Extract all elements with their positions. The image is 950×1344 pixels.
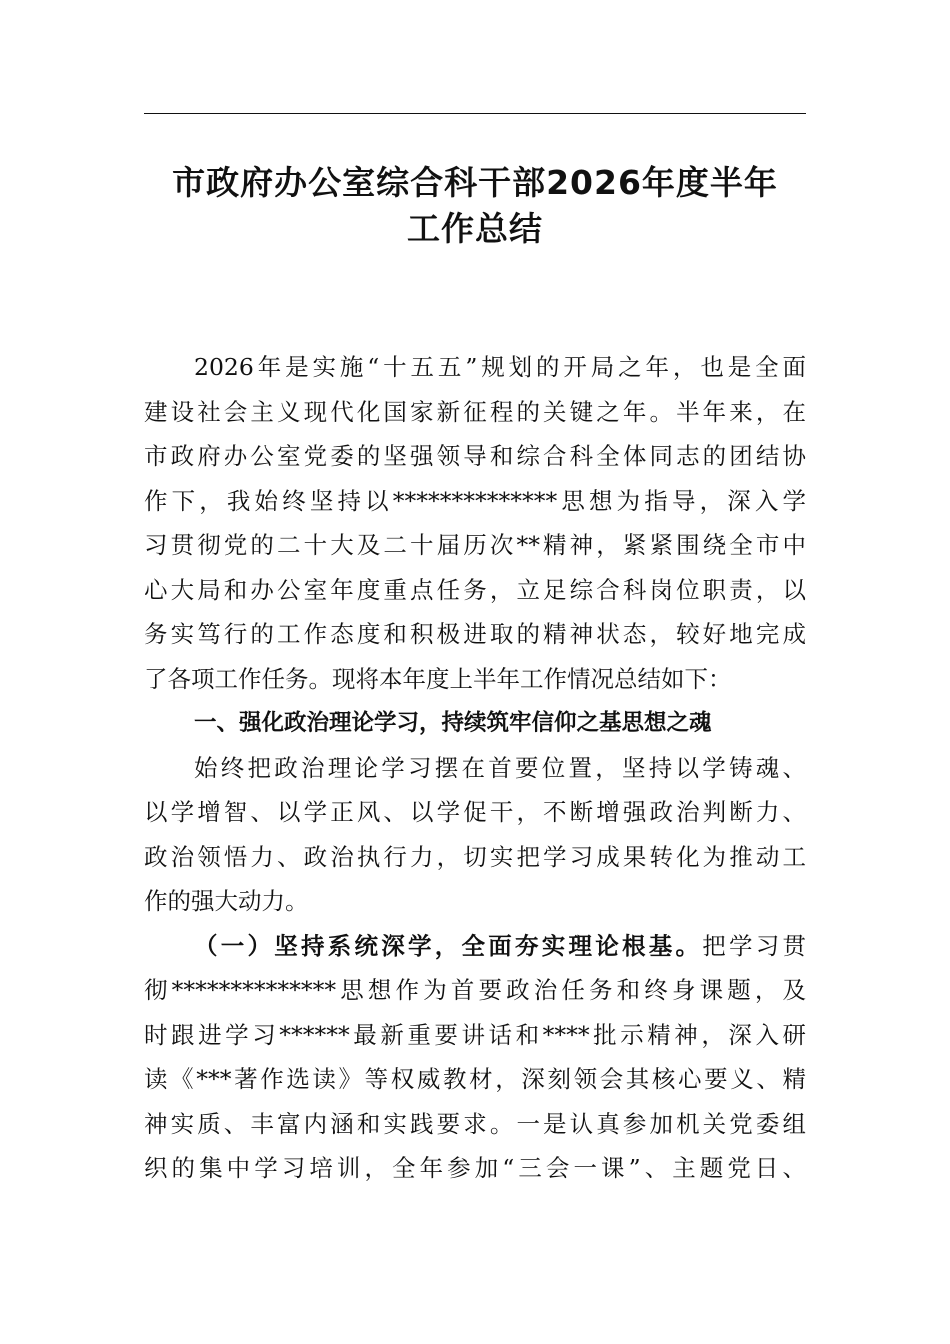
section-heading: 一、强化政治理论学习，持续筑牢信仰之基思想之魂 (194, 710, 712, 736)
text-line: 2026年是实施“十五五”规划的开局之年，也是全面 (194, 353, 806, 381)
text-line: 作下，我始终坚持以**************思想为指导，深入学 (144, 486, 806, 515)
subsection-lead: （一）坚持系统深学，全面夯实理论根基。 (194, 931, 703, 960)
text-line (144, 924, 806, 969)
text-line: 习贯彻党的二十大及二十届历次**精神，紧紧围绕全市中 (144, 531, 806, 559)
text-line: 彻**************思想作为首要政治任务和终身课题，及 (144, 976, 806, 1004)
text-line: 作的强大动力。 (144, 887, 309, 915)
document-title (144, 160, 806, 252)
text-line: 建设社会主义现代化国家新征程的关键之年。半年来，在 (144, 397, 806, 426)
text-line: 时跟进学习******最新重要讲话和****批示精神，深入研 (144, 1020, 806, 1049)
text-line: 读《***著作选读》等权威教材，深刻领会其核心要义、精 (144, 1065, 806, 1093)
text-line: 了各项工作任务。现将本年度上半年工作情况总结如下： (144, 664, 732, 693)
text-line: 以学增智、以学正风、以学促干，不断增强政治判断力、 (144, 798, 806, 826)
text-line: 神实质、丰富内涵和实践要求。一是认真参加机关党委组 (144, 1109, 806, 1138)
text-line: 市政府办公室党委的坚强领导和综合科全体同志的团结协 (144, 442, 806, 470)
text-line: 织的集中学习培训，全年参加“三会一课”、主题党日、 (144, 1154, 806, 1182)
document-body (144, 345, 806, 1191)
section-paragraph (144, 746, 806, 924)
subsection-paragraph (144, 924, 806, 1191)
text-line: 心大局和办公室年度重点任务，立足综合科岗位职责，以 (144, 575, 806, 604)
text-line: 始终把政治理论学习摆在首要位置，坚持以学铸魂、 (194, 753, 806, 782)
text-line: 务实笃行的工作态度和积极进取的精神状态，较好地完成 (144, 620, 806, 648)
subsection-lead-rest: 把学习贯 (702, 931, 806, 960)
header-rule (144, 113, 806, 114)
title-line: 工作总结 (407, 209, 543, 248)
text-line: 政治领悟力、政治执行力，切实把学习成果转化为推动工 (144, 842, 806, 871)
title-line: 市政府办公室综合科干部2026年度半年 (172, 163, 778, 202)
intro-paragraph (144, 345, 806, 701)
